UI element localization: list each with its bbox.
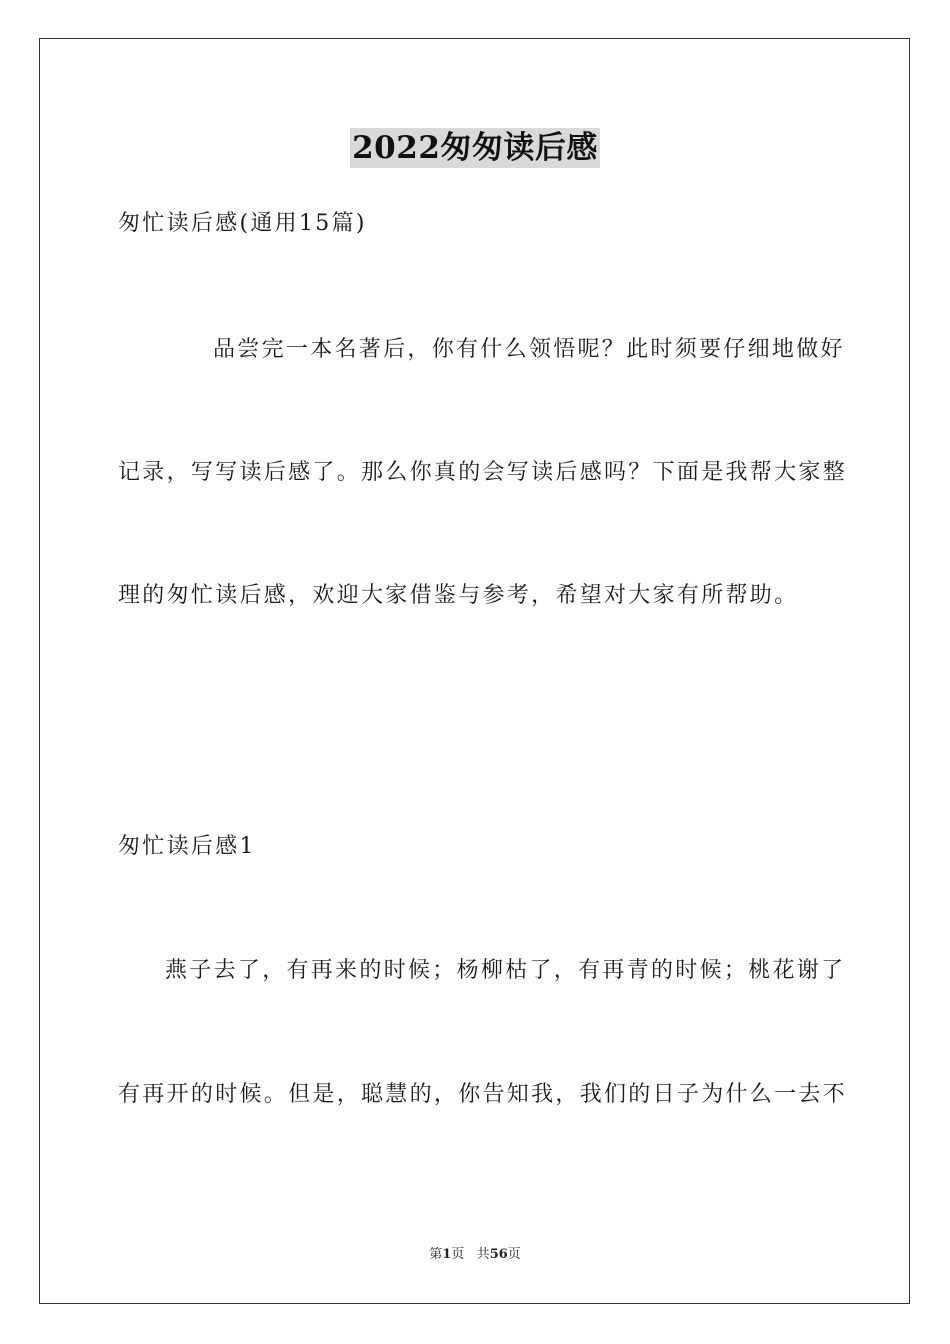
intro-line-1: 品尝完一本名著后，你有什么领悟呢？此时须要仔细地做好 xyxy=(213,337,845,362)
footer-page-number: 1 xyxy=(442,1247,452,1262)
footer-prefix: 第 xyxy=(429,1247,443,1262)
intro-line-2: 记录，写写读后感了。那么你真的会写读后感吗？下面是我帮大家整 xyxy=(118,460,848,485)
title-container xyxy=(0,128,950,168)
body-line-2: 有再开的时候。但是，聪慧的，你告知我，我们的日子为什么一去不 xyxy=(118,1082,848,1107)
footer-total-pages: 56 xyxy=(489,1247,508,1262)
section-heading: 匆忙读后感1 xyxy=(118,834,256,859)
document-subtitle: 匆忙读后感(通用15篇) xyxy=(118,211,367,236)
footer-total-prefix: 共 xyxy=(476,1247,490,1262)
intro-line-3: 理的匆忙读后感，欢迎大家借鉴与参考，希望对大家有所帮助。 xyxy=(118,583,799,608)
page-footer xyxy=(0,1246,950,1264)
footer-page-suffix: 页 xyxy=(451,1247,465,1262)
footer-total-suffix: 页 xyxy=(507,1247,521,1262)
document-title: 2022匆匆读后感 xyxy=(352,130,598,166)
body-line-1: 燕子去了，有再来的时候；杨柳枯了，有再青的时候；桃花谢了 xyxy=(165,958,846,983)
